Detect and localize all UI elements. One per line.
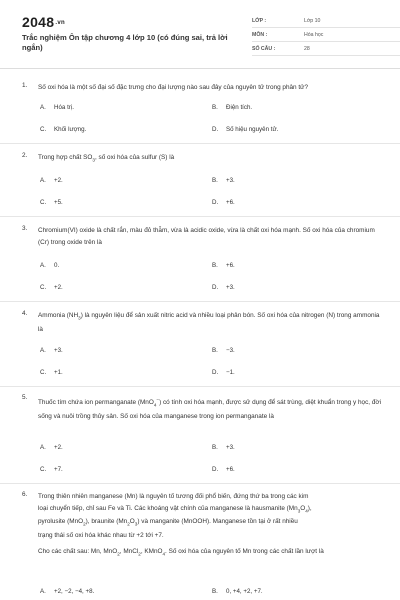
option-label: A.	[40, 588, 46, 595]
stem-superscript: −	[156, 397, 160, 402]
question-stem	[38, 394, 384, 422]
option-text: +6.	[226, 199, 235, 206]
logo-suffix: .vn	[55, 20, 65, 27]
meta-row-count	[252, 42, 400, 56]
option-d[interactable]	[212, 284, 235, 291]
stem-subscript: 3	[92, 157, 95, 163]
meta-table	[252, 14, 400, 56]
option-text: −3.	[226, 347, 235, 354]
question-divider	[0, 216, 400, 217]
stem-subscript: 2	[138, 551, 141, 557]
meta-key: SỐ CÂU :	[252, 46, 276, 52]
question-number: 3.	[22, 225, 28, 232]
stem-text: ), braunite (Mn	[85, 518, 128, 526]
stem-text: ) và manganite (MnOOH). Manganese tồn tại ở rất nhiều	[137, 518, 298, 526]
option-text: +3.	[226, 444, 235, 451]
option-label: A.	[40, 262, 46, 269]
question-divider	[0, 483, 400, 484]
stem-text: , MnCl	[119, 548, 139, 555]
stem-text: Ammonia (NH	[38, 312, 79, 319]
option-c[interactable]	[40, 466, 63, 473]
option-label: B.	[212, 177, 218, 184]
meta-value: Hóa học	[304, 32, 324, 38]
stem-text: O	[300, 504, 306, 512]
option-text: +2.	[54, 284, 63, 291]
option-label: C.	[40, 284, 47, 291]
stem-subscript: 3	[297, 507, 301, 513]
option-text: Số hiệu nguyên tử.	[226, 126, 279, 133]
option-text: +1.	[54, 369, 63, 376]
stem-text: , KMnO	[140, 548, 163, 555]
question-number: 2.	[22, 152, 28, 159]
option-b[interactable]	[212, 104, 252, 111]
option-label: C.	[40, 466, 47, 473]
stem-text: pyrolusite (MnO	[38, 518, 84, 526]
page-header	[22, 14, 382, 60]
option-text: +2.	[54, 444, 63, 451]
site-logo[interactable]	[22, 14, 65, 30]
option-c[interactable]	[40, 199, 63, 206]
option-b[interactable]	[212, 177, 235, 184]
question-divider	[0, 143, 400, 144]
option-d[interactable]	[212, 466, 235, 473]
stem-text: Trong hợp chất SO	[38, 154, 93, 161]
stem-subscript: 2	[117, 551, 120, 557]
option-text: +7.	[54, 466, 63, 473]
stem-text: . Số oxi hóa của nguyên tố Mn trong các chất lần lượt là	[165, 548, 324, 555]
option-label: D.	[212, 284, 219, 291]
stem-subscript: 4	[305, 507, 308, 513]
question-divider	[0, 301, 400, 302]
option-label: D.	[212, 369, 219, 376]
option-a[interactable]	[40, 347, 63, 354]
option-label: A.	[40, 104, 46, 111]
question-number: 4.	[22, 310, 28, 317]
option-label: A.	[40, 444, 46, 451]
meta-key: MÔN :	[252, 32, 268, 38]
stem-text: Cho các chất sau: Mn, MnO	[38, 548, 118, 555]
question-number: 5.	[22, 394, 28, 401]
stem-text: loại chuyển tiếp, chỉ sau Fe và Ti. Các khoáng vật chính của manganese là hausmanite (Mn	[38, 504, 298, 512]
option-label: B.	[212, 444, 218, 451]
option-b[interactable]	[212, 444, 235, 451]
option-a[interactable]	[40, 444, 63, 451]
stem-subscript: 4	[153, 402, 157, 408]
question-divider	[0, 386, 400, 387]
option-text: 0.	[54, 262, 60, 269]
option-label: D.	[212, 466, 219, 473]
meta-key: LỚP :	[252, 18, 267, 24]
option-c[interactable]	[40, 126, 86, 133]
option-text: +6.	[226, 466, 235, 473]
option-text: −1.	[226, 369, 235, 376]
option-b[interactable]	[212, 347, 235, 354]
option-text: Khối lượng.	[54, 126, 87, 133]
option-d[interactable]	[212, 199, 235, 206]
header-divider	[0, 68, 400, 69]
meta-value: Lớp 10	[304, 18, 321, 24]
question-stem-part-2	[38, 546, 384, 560]
option-a[interactable]	[40, 177, 63, 184]
option-text: +6.	[226, 262, 235, 269]
option-label: B.	[212, 104, 218, 111]
option-text: +3.	[54, 347, 63, 354]
option-text: +2.	[54, 177, 63, 184]
stem-text: Trong thiên nhiên manganese (Mn) là nguyên tố tương đối phổ biến, đứng thứ ba trong các kim	[38, 493, 309, 500]
meta-value: 28	[304, 46, 310, 52]
question-stem	[38, 310, 384, 335]
stem-text: ),	[307, 504, 312, 512]
meta-row-class	[252, 14, 400, 28]
stem-text: ) có tính oxi hóa mạnh, được sử dụng để sát trùng, diệt khuẩn trong y học, đời sống và nuôi trồng thủy sản. Số oxi hóa của manganese trong ion permanganate là	[38, 399, 381, 420]
stem-text: trạng thái số oxi hóa khác nhau từ +2 tới +7.	[38, 532, 164, 540]
option-text: +3.	[226, 177, 235, 184]
question-number: 1.	[22, 82, 28, 89]
question-stem	[38, 152, 384, 166]
option-label: C.	[40, 199, 47, 206]
option-d[interactable]	[212, 126, 278, 133]
option-label: C.	[40, 369, 47, 376]
option-label: B.	[212, 262, 218, 269]
option-a[interactable]	[40, 104, 74, 111]
logo-text: 2048	[22, 14, 55, 30]
question-number: 6.	[22, 491, 28, 498]
question-stem: Chromium(VI) oxide là chất rắn, màu đỏ thẫm, vừa là acidic oxide, vừa là chất oxi hóa mạnh. Số oxi hóa của chromium (Cr) trong oxide trên là	[38, 227, 375, 246]
option-label: A.	[40, 347, 46, 354]
stem-text: , số oxi hóa của sulfur (S) là	[94, 154, 175, 161]
stem-subscript: 3	[134, 521, 138, 527]
option-text: Hóa trị.	[54, 104, 74, 111]
option-d[interactable]	[212, 369, 235, 376]
option-text: +3.	[226, 284, 235, 291]
meta-row-subject	[252, 28, 400, 42]
option-label: A.	[40, 177, 46, 184]
option-text: 0, +4, +2, +7.	[226, 588, 263, 595]
option-text: +5.	[54, 199, 63, 206]
stem-subscript: 4	[162, 551, 166, 557]
option-label: B.	[212, 588, 218, 595]
option-text: Điện tích.	[226, 104, 253, 111]
stem-subscript: 2	[127, 521, 130, 527]
question-stem	[38, 491, 384, 542]
option-text: +2, −2, −4, +8.	[54, 588, 95, 595]
option-label: D.	[212, 199, 219, 206]
stem-text: Thuốc tím chứa ion permanganate (MnO	[38, 399, 154, 407]
option-c[interactable]	[40, 284, 63, 291]
option-a[interactable]	[40, 262, 59, 269]
stem-text: ) là nguyên liệu để sản xuất nitric acid và nhiều loại phân bón. Số oxi hóa của nitrogen (N) trong ammonia là	[38, 312, 380, 333]
stem-text: O	[129, 518, 135, 526]
stem-subscript: 2	[83, 521, 86, 527]
option-label: B.	[212, 347, 218, 354]
option-a[interactable]	[40, 588, 94, 595]
page-title: Trắc nghiệm Ôn tập chương 4 lớp 10 (có đúng sai, trả lời ngắn)	[22, 33, 228, 52]
option-c[interactable]	[40, 369, 63, 376]
question-stem: Số oxi hóa là một số đại số đặc trưng cho đại lượng nào sau đây của nguyên tử trong phân tử?	[38, 84, 308, 91]
option-label: C.	[40, 126, 47, 133]
option-label: D.	[212, 126, 219, 133]
option-b[interactable]	[212, 588, 263, 595]
stem-subscript: 3	[78, 315, 81, 321]
option-b[interactable]	[212, 262, 235, 269]
